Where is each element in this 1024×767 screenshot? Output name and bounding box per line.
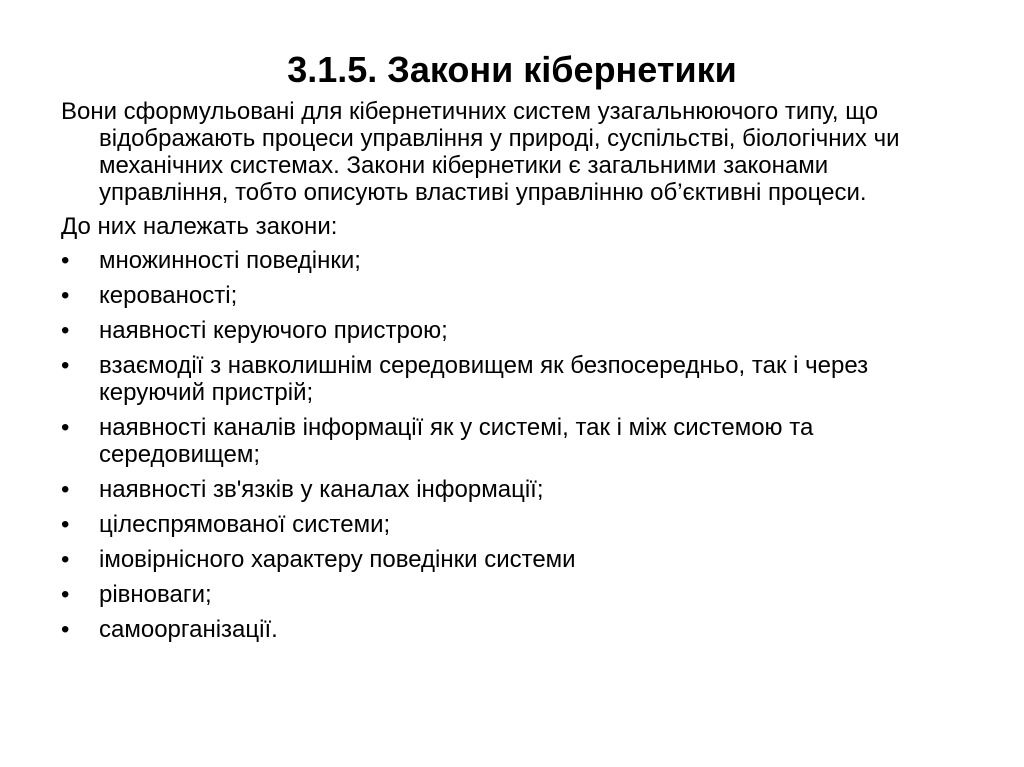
list-item xyxy=(61,352,961,406)
list-item xyxy=(61,247,961,274)
bullet-icon: • xyxy=(61,616,70,643)
list-heading: До них належать закони: xyxy=(61,213,338,240)
list-item-text: множинності поведінки; xyxy=(99,247,361,274)
list-item-text: наявності керуючого пристрою; xyxy=(99,317,448,344)
slide-title: 3.1.5. Закони кібернетики xyxy=(287,49,737,90)
list-item xyxy=(61,616,961,643)
bullet-icon: • xyxy=(61,352,70,379)
bullet-icon: • xyxy=(61,476,70,503)
list-item-text: цілеспрямованої системи; xyxy=(99,511,391,538)
laws-list xyxy=(61,247,961,643)
list-item-text: наявності зв'язків у каналах інформації; xyxy=(99,476,544,503)
bullet-icon: • xyxy=(61,317,70,344)
bullet-icon: • xyxy=(61,511,70,538)
list-item xyxy=(61,511,961,538)
list-item-text: керованості; xyxy=(99,282,238,309)
list-item xyxy=(61,414,961,468)
list-item-text: взаємодії з навколишнім середовищем як безпосередньо, так і через керуючий пристрій; xyxy=(99,352,869,406)
list-item xyxy=(61,546,961,573)
bullet-icon: • xyxy=(61,414,70,441)
slide-content xyxy=(61,98,961,651)
list-item xyxy=(61,476,961,503)
list-item xyxy=(61,581,961,608)
list-item xyxy=(61,317,961,344)
bullet-icon: • xyxy=(61,581,70,608)
list-item-text: наявності каналів інформації як у системі, так і між системою та середовищем; xyxy=(99,414,814,468)
list-item-text: рівноваги; xyxy=(99,581,212,608)
bullet-icon: • xyxy=(61,546,70,573)
bullet-icon: • xyxy=(61,247,70,274)
list-item-text: самоорганізації. xyxy=(99,616,278,643)
bullet-icon: • xyxy=(61,282,70,309)
list-item-text: імовірнісного характеру поведінки системи xyxy=(99,546,576,573)
list-item xyxy=(61,282,961,309)
intro-paragraph: Вони сформульовані для кібернетичних систем узагальнюючого типу, що відображають процеси управління у природі, суспільстві, біологічних чи механічних системах. Закони кібернетики є загальними законами управління, тобто описують властиві управлінню об’єктивні процеси. xyxy=(61,98,900,206)
